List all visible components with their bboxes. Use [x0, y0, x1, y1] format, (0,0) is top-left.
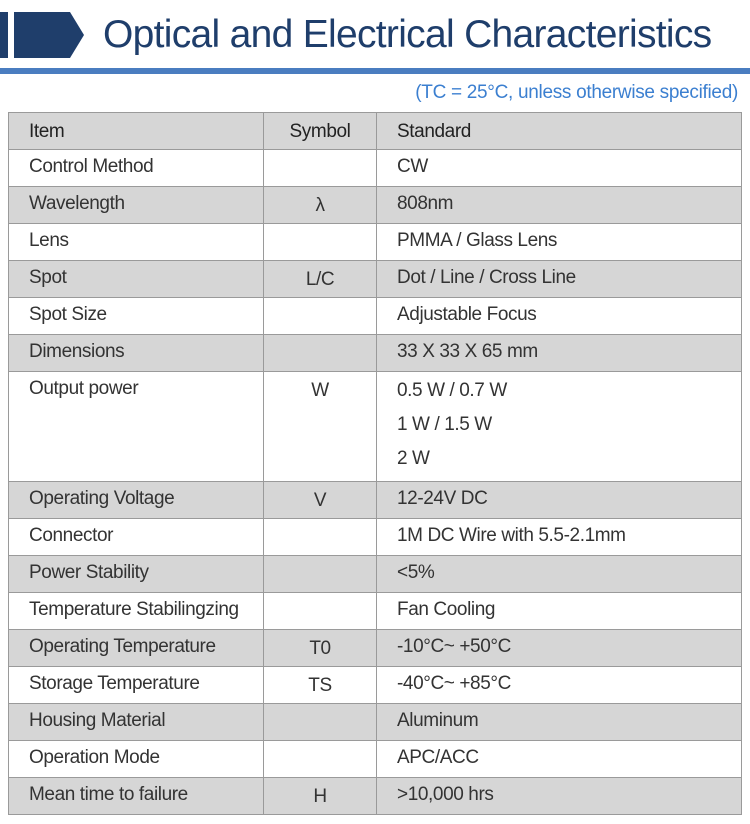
symbol-cell: T0 [264, 630, 377, 667]
item-cell: Operating Temperature [9, 630, 264, 667]
standard-line: 2 W [397, 448, 430, 469]
table-row [9, 224, 742, 261]
spec-table [8, 112, 742, 815]
standard-cell: PMMA / Glass Lens [377, 224, 742, 261]
item-cell: Lens [9, 224, 264, 261]
standard-line: 1 W / 1.5 W [397, 414, 492, 435]
item-cell: Mean time to failure [9, 778, 264, 815]
column-header-symbol: Symbol [264, 113, 377, 150]
table-header-row [9, 113, 742, 150]
item-cell: Control Method [9, 150, 264, 187]
standard-cell: -40°C~ +85°C [377, 667, 742, 704]
symbol-cell [264, 741, 377, 778]
page-title: Optical and Electrical Characteristics [103, 13, 712, 56]
standard-cell: Dot / Line / Cross Line [377, 261, 742, 298]
conditions-note: (TC = 25°C, unless otherwise specified) [415, 82, 738, 103]
item-cell: Connector [9, 519, 264, 556]
table-row [9, 630, 742, 667]
table-row [9, 778, 742, 815]
standard-cell: -10°C~ +50°C [377, 630, 742, 667]
symbol-cell: TS [264, 667, 377, 704]
item-cell: Spot [9, 261, 264, 298]
table-row [9, 187, 742, 224]
table-row [9, 482, 742, 519]
item-cell: Temperature Stabilingzing [9, 593, 264, 630]
table-row [9, 261, 742, 298]
symbol-cell [264, 335, 377, 372]
header [0, 0, 750, 76]
symbol-cell: W [264, 372, 377, 482]
item-cell: Housing Material [9, 704, 264, 741]
symbol-cell [264, 224, 377, 261]
standard-cell: 12-24V DC [377, 482, 742, 519]
symbol-cell [264, 150, 377, 187]
item-cell: Wavelength [9, 187, 264, 224]
table-row [9, 593, 742, 630]
symbol-cell: L/C [264, 261, 377, 298]
table-row [9, 667, 742, 704]
item-cell: Power Stability [9, 556, 264, 593]
header-divider [0, 68, 750, 74]
item-cell: Dimensions [9, 335, 264, 372]
symbol-cell [264, 704, 377, 741]
table-row [9, 298, 742, 335]
standard-cell [377, 372, 742, 482]
table-row [9, 704, 742, 741]
table-row [9, 741, 742, 778]
item-cell: Spot Size [9, 298, 264, 335]
item-cell: Storage Temperature [9, 667, 264, 704]
symbol-cell [264, 298, 377, 335]
table-row [9, 556, 742, 593]
standard-cell: 1M DC Wire with 5.5-2.1mm [377, 519, 742, 556]
table-row [9, 372, 742, 482]
item-cell: Operation Mode [9, 741, 264, 778]
standard-cell: >10,000 hrs [377, 778, 742, 815]
standard-cell: APC/ACC [377, 741, 742, 778]
standard-cell: Fan Cooling [377, 593, 742, 630]
standard-cell: CW [377, 150, 742, 187]
column-header-item: Item [9, 113, 264, 150]
table-row [9, 519, 742, 556]
standard-line: 0.5 W / 0.7 W [397, 380, 507, 401]
column-header-standard: Standard [377, 113, 742, 150]
standard-cell: <5% [377, 556, 742, 593]
header-bar-decoration [0, 12, 8, 58]
item-cell: Operating Voltage [9, 482, 264, 519]
symbol-cell [264, 519, 377, 556]
symbol-cell [264, 593, 377, 630]
symbol-cell: V [264, 482, 377, 519]
symbol-cell: H [264, 778, 377, 815]
standard-cell: 808nm [377, 187, 742, 224]
item-cell: Output power [9, 372, 264, 482]
table-row [9, 150, 742, 187]
standard-cell: 33 X 33 X 65 mm [377, 335, 742, 372]
arrow-icon [14, 12, 84, 58]
symbol-cell: λ [264, 187, 377, 224]
standard-cell: Aluminum [377, 704, 742, 741]
table-row [9, 335, 742, 372]
standard-cell: Adjustable Focus [377, 298, 742, 335]
symbol-cell [264, 556, 377, 593]
